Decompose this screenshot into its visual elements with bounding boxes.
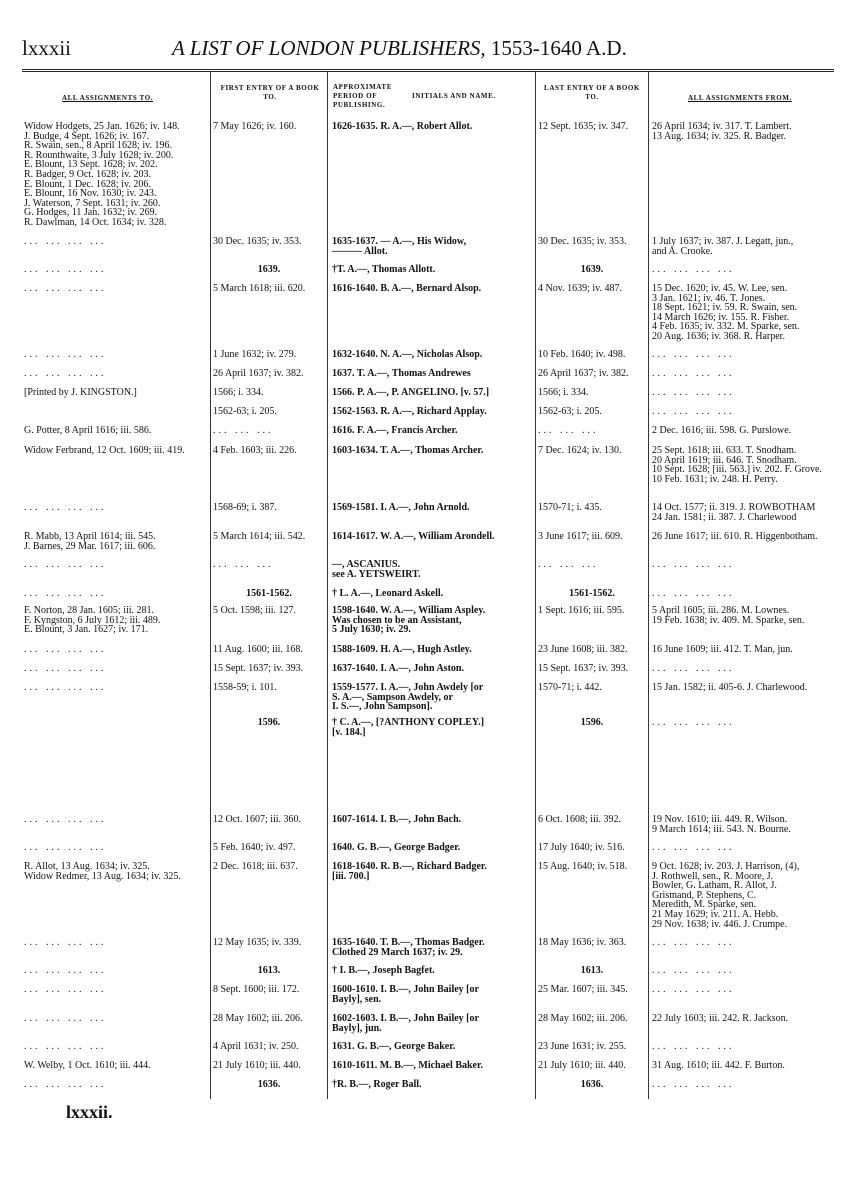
first-entry-cell: 1558-59; i. 101. [213,682,277,693]
first-entry-cell: 1568-69; i. 387. [213,502,277,513]
last-entry-cell: 10 Feb. 1640; iv. 498. [538,349,626,360]
publisher-name-cell: 1569-1581. I. A.—, John Arnold. [332,502,470,513]
title-years: 1553-1640 A.D. [490,36,627,60]
assignments-to-cell: G. Potter, 8 April 1616; iii. 586. [24,425,152,436]
assignments-from-cell: 19 Nov. 1610; iii. 449. R. Wilson. 9 March 1614; iii. 543. N. Bourne. [652,814,791,835]
assignments-to-cell: ... ... ... ... [24,842,107,853]
first-entry-cell: 1561-1562. [246,588,292,599]
assignments-from-cell: 14 Oct. 1577; ii. 319. J. ROWBOTHAM 24 Jan. 1581; ii. 387. J. Charlewood [652,502,816,523]
first-entry-cell: 5 Feb. 1640; iv. 497. [213,842,296,853]
last-entry-cell: 4 Nov. 1639; iv. 487. [538,283,622,294]
assignments-to-cell: ... ... ... ... [24,644,107,655]
assignments-to-cell: ... ... ... ... [24,984,107,995]
assignments-to-cell: ... ... ... ... [24,264,107,275]
last-entry-cell: 26 April 1637; iv. 382. [538,368,629,379]
assignments-to-cell: ... ... ... ... [24,1079,107,1090]
last-entry-cell: 7 Dec. 1624; iv. 130. [538,445,622,456]
last-entry-cell: 17 July 1640; iv. 516. [538,842,625,853]
assignments-to-cell: ... ... ... ... [24,559,107,570]
assignments-from-cell: ... ... ... ... [652,559,735,570]
assignments-from-cell: ... ... ... ... [652,1079,735,1090]
last-entry-cell: 1613. [580,965,604,976]
publisher-name-cell: 1616-1640. B. A.—, Bernard Alsop. [332,283,482,294]
first-entry-cell: 26 April 1637; iv. 382. [213,368,304,379]
first-entry-cell: 4 April 1631; iv. 250. [213,1041,299,1052]
first-entry-cell: ... ... ... [213,425,274,436]
assignments-to-cell: R. Allot, 13 Aug. 1634; iv. 325. Widow Redmer, 13 Aug. 1634; iv. 325. [24,861,181,882]
page-number: lxxxii [22,36,72,60]
last-entry-cell: 30 Dec. 1635; iv. 353. [538,236,627,247]
assignments-to-cell: R. Mabb, 13 April 1614; iii. 545. J. Barnes, 29 Mar. 1617; iii. 606. [24,531,156,552]
first-entry-cell: 1613. [257,965,281,976]
last-entry-cell: 1636. [580,1079,604,1090]
assignments-from-cell: 1 July 1637; iv. 387. J. Legatt, jun., and A. Crooke. [652,236,794,257]
last-entry-cell: ... ... ... [538,425,599,436]
col-header-first-entry: FIRST ENTRY OF A BOOK TO. [220,84,320,101]
assignments-from-cell: ... ... ... ... [652,264,735,275]
assignments-to-cell: ... ... ... ... [24,682,107,693]
last-entry-cell: 18 May 1636; iv. 363. [538,937,627,948]
last-entry-cell: 28 May 1602; iii. 206. [538,1013,628,1024]
assignments-to-cell: ... ... ... ... [24,236,107,247]
header-rule [22,69,834,70]
last-entry-cell: ... ... ... [538,559,599,570]
col-header-initials: INITIALS AND NAME. [412,92,496,100]
last-entry-cell: 1596. [580,717,604,728]
publisher-name-cell: 1635-1640. T. B.—, Thomas Badger. Clothed 29 March 1637; iv. 29. [332,937,485,958]
first-entry-cell: 7 May 1626; iv. 160. [213,121,297,132]
title-text: A LIST OF LONDON PUBLISHERS, [172,36,486,60]
assignments-from-cell: ... ... ... ... [652,717,735,728]
assignments-from-cell: ... ... ... ... [652,842,735,853]
col-header-last-entry: LAST ENTRY OF A BOOK TO. [544,84,640,101]
assignments-to-cell: ... ... ... ... [24,349,107,360]
last-entry-cell: 3 June 1617; iii. 609. [538,531,623,542]
assignments-to-cell: Widow Hodgets, 25 Jan. 1626; iv. 148. J. Budge, 4 Sept. 1626; iv. 167. R. Swain, sen., 8 April 1628; iv. 196. R. Rounthwaite, 3 July 1628; iv. 200. E. Blount, 13 Sept. 1628; iv. 202. R. Badger, 9 Oct. 1628; iv. 203. E. Blount, 1 Dec. 1628; iv. 206. E. Blount, 16 Nov. 1630; iv. 243. J. Waterson, 7 Sept. 1631; iv. 260. G. Hodges, 11 Jan. 1632; iv. 269. R. Dawlman, 14 Oct. 1634; iv. 328. [24,121,180,228]
first-entry-cell: 1596. [257,717,281,728]
last-entry-cell: 21 July 1610; iii. 440. [538,1060,626,1071]
col-header-assign-to: ALL ASSIGNMENTS TO. [62,94,154,102]
assignments-from-cell: ... ... ... ... [652,984,735,995]
assignments-from-cell: ... ... ... ... [652,387,735,398]
assignments-from-cell: 26 April 1634; iv. 317. T. Lambert. 13 Aug. 1634; iv. 325. R. Badger. [652,121,792,142]
col-header-period: APPROXIMATE PERIOD OF PUBLISHING. [333,83,392,109]
footer-signature: lxxxii. [66,1102,113,1122]
publisher-name-cell: 1640. G. B.—, George Badger. [332,842,461,853]
assignments-to-cell: [Printed by J. KINGSTON.] [24,387,137,398]
column-divider-1 [210,71,211,1099]
first-entry-cell: 8 Sept. 1600; iii. 172. [213,984,300,995]
assignments-from-cell: 9 Oct. 1628; iv. 203. J. Harrison, (4), J. Rothwell, sen., R. Moore, J. Bowler, G. Latham, R. Allot, J. Grismand, P. Stephens, C. Meredith, M. Sparke, sen. 21 May 1629; iv. 211. A. Hebb. 29 Nov. 1638; iv. 446. J. Crumpe. [652,861,800,930]
publisher-name-cell: 1607-1614. I. B.—, John Bach. [332,814,462,825]
page-title [172,36,627,61]
assignments-to-cell: Widow Ferbrand, 12 Oct. 1609; iii. 419. [24,445,185,456]
assignments-from-cell: 5 April 1605; iii. 286. M. Lownes. 19 Feb. 1638; iv. 409. M. Sparke, sen. [652,605,805,626]
first-entry-cell: 5 Oct. 1598; iii. 127. [213,605,297,616]
header-rule-thin [22,71,834,72]
last-entry-cell: 6 Oct. 1608; iii. 392. [538,814,622,825]
first-entry-cell: 1636. [257,1079,281,1090]
publisher-name-cell: 1635-1637. — A.—, His Widow, ——— Allot. [332,236,467,257]
assignments-to-cell: ... ... ... ... [24,1013,107,1024]
publisher-name-cell: 1602-1603. I. B.—, John Bailey [or Bayly], jun. [332,1013,479,1034]
last-entry-cell: 1570-71; i. 435. [538,502,602,513]
first-entry-cell: 2 Dec. 1618; iii. 637. [213,861,298,872]
assignments-from-cell: 15 Dec. 1620; iv. 45. W. Lee, sen. 3 Jan. 1621; iv. 46. T. Jones. 18 Sept. 1621; iv. 59. R. Swain, sen. 14 March 1626; iv. 155. R. Fisher. 4 Feb. 1635; iv. 332. M. Sparke, sen. 20 Aug. 1636; iv. 368. R. Harper. [652,283,800,342]
assignments-from-cell: ... ... ... ... [652,965,735,976]
assignments-to-cell: ... ... ... ... [24,663,107,674]
publisher-name-cell: 1614-1617. W. A.—, William Arondell. [332,531,495,542]
publisher-name-cell: 1637. T. A.—, Thomas Andrewes [332,368,471,379]
assignments-from-cell: ... ... ... ... [652,937,735,948]
publisher-name-cell: 1632-1640. N. A.—, Nicholas Alsop. [332,349,483,360]
first-entry-cell: 30 Dec. 1635; iv. 353. [213,236,302,247]
assignments-from-cell: ... ... ... ... [652,1041,735,1052]
publisher-name-cell: 1598-1640. W. A.—, William Aspley. Was chosen to be an Assistant, 5 July 1630; iv. 29. [332,605,486,636]
column-divider-3 [535,71,536,1099]
publisher-name-cell: 1588-1609. H. A.—, Hugh Astley. [332,644,472,655]
publisher-name-cell: 1610-1611. M. B.—, Michael Baker. [332,1060,484,1071]
assignments-to-cell: W. Welby, 1 Oct. 1610; iii. 444. [24,1060,151,1071]
last-entry-cell: 1561-1562. [569,588,615,599]
assignments-to-cell: ... ... ... ... [24,588,107,599]
first-entry-cell: 1562-63; i. 205. [213,406,277,417]
first-entry-cell: 4 Feb. 1603; iii. 226. [213,445,297,456]
publisher-name-cell: 1600-1610. I. B.—, John Bailey [or Bayly], sen. [332,984,479,1005]
publisher-name-cell: 1603-1634. T. A.—, Thomas Archer. [332,445,484,456]
last-entry-cell: 1 Sept. 1616; iii. 595. [538,605,625,616]
publisher-name-cell: 1559-1577. I. A.—, John Awdely [or S. A.—, Sampson Awdely, or I. S.—, John Sampson]. [332,682,484,713]
last-entry-cell: 1639. [580,264,604,275]
assignments-from-cell: 26 June 1617; iii. 610. R. Higgenbotham. [652,531,818,542]
assignments-from-cell: 31 Aug. 1610; iii. 442. F. Burton. [652,1060,785,1071]
column-divider-4 [648,71,649,1099]
first-entry-cell: 12 Oct. 1607; iii. 360. [213,814,302,825]
first-entry-cell: ... ... ... [213,559,274,570]
publisher-name-cell: † C. A.—, [?ANTHONY COPLEY.] [v. 184.] [332,717,485,738]
publisher-name-cell: 1618-1640. R. B.—, Richard Badger. [iii. 700.] [332,861,487,882]
first-entry-cell: 1639. [257,264,281,275]
assignments-to-cell: ... ... ... ... [24,937,107,948]
col-header-assign-from: ALL ASSIGNMENTS FROM. [688,94,792,102]
publisher-name-cell: 1616. F. A.—, Francis Archer. [332,425,458,436]
first-entry-cell: 1 June 1632; iv. 279. [213,349,297,360]
publisher-name-cell: 1566. P. A.—, P. ANGELINO. [v. 57.] [332,387,490,398]
publisher-name-cell: 1562-1563. R. A.—, Richard Applay. [332,406,487,417]
first-entry-cell: 12 May 1635; iv. 339. [213,937,302,948]
last-entry-cell: 25 Mar. 1607; iii. 345. [538,984,628,995]
publisher-name-cell: †T. A.—, Thomas Allott. [332,264,436,275]
assignments-to-cell: ... ... ... ... [24,368,107,379]
last-entry-cell: 1562-63; i. 205. [538,406,602,417]
assignments-to-cell: ... ... ... ... [24,965,107,976]
assignments-from-cell: ... ... ... ... [652,588,735,599]
last-entry-cell: 12 Sept. 1635; iv. 347. [538,121,629,132]
publisher-name-cell: 1637-1640. I. A.—, John Aston. [332,663,464,674]
first-entry-cell: 28 May 1602; iii. 206. [213,1013,303,1024]
assignments-to-cell: F. Norton, 28 Jan. 1605; iii. 281. F. Kyngston, 6 July 1612; iii. 489. E. Blount, 3 Jan. 1627; iv. 171. [24,605,161,636]
assignments-from-cell: 2 Dec. 1616; iii. 598. G. Purslowe. [652,425,792,436]
last-entry-cell: 15 Sept. 1637; iv. 393. [538,663,629,674]
assignments-to-cell: ... ... ... ... [24,502,107,513]
assignments-from-cell: 22 July 1603; iii. 242. R. Jackson. [652,1013,789,1024]
first-entry-cell: 5 March 1614; iii. 542. [213,531,306,542]
assignments-to-cell: ... ... ... ... [24,1041,107,1052]
publisher-name-cell: † I. B.—, Joseph Bagfet. [332,965,435,976]
last-entry-cell: 1566; i. 334. [538,387,589,398]
assignments-from-cell: ... ... ... ... [652,406,735,417]
last-entry-cell: 1570-71; i. 442. [538,682,602,693]
assignments-from-cell: ... ... ... ... [652,349,735,360]
first-entry-cell: 5 March 1618; iii. 620. [213,283,306,294]
assignments-from-cell: 16 June 1609; iii. 412. T. Man, jun. [652,644,793,655]
publisher-name-cell: 1631. G. B.—, George Baker. [332,1041,456,1052]
assignments-from-cell: ... ... ... ... [652,368,735,379]
last-entry-cell: 15 Aug. 1640; iv. 518. [538,861,628,872]
publisher-name-cell: † L. A.—, Leonard Askell. [332,588,444,599]
first-entry-cell: 11 Aug. 1600; iii. 168. [213,644,303,655]
assignments-from-cell: ... ... ... ... [652,663,735,674]
last-entry-cell: 23 June 1608; iii. 382. [538,644,628,655]
publisher-name-cell: 1626-1635. R. A.—, Robert Allot. [332,121,473,132]
last-entry-cell: 23 June 1631; iv. 255. [538,1041,627,1052]
first-entry-cell: 1566; i. 334. [213,387,264,398]
column-divider-2 [327,71,328,1099]
assignments-to-cell: ... ... ... ... [24,814,107,825]
first-entry-cell: 21 July 1610; iii. 440. [213,1060,301,1071]
publisher-name-cell: †R. B.—, Roger Ball. [332,1079,422,1090]
first-entry-cell: 15 Sept. 1637; iv. 393. [213,663,304,674]
publisher-name-cell: —, ASCANIUS. see A. YETSWEIRT. [332,559,421,580]
assignments-from-cell: 15 Jan. 1582; ii. 405-6. J. Charlewood. [652,682,808,693]
assignments-to-cell: ... ... ... ... [24,283,107,294]
assignments-from-cell: 25 Sept. 1618; iii. 633. T. Snodham. 20 April 1619; iii. 646. T. Snodham. 10 Sept. 1628; [iii. 563.] iv. 202. F. Grove. 10 Feb. 1631; iv. 248. H. Perry. [652,445,822,485]
